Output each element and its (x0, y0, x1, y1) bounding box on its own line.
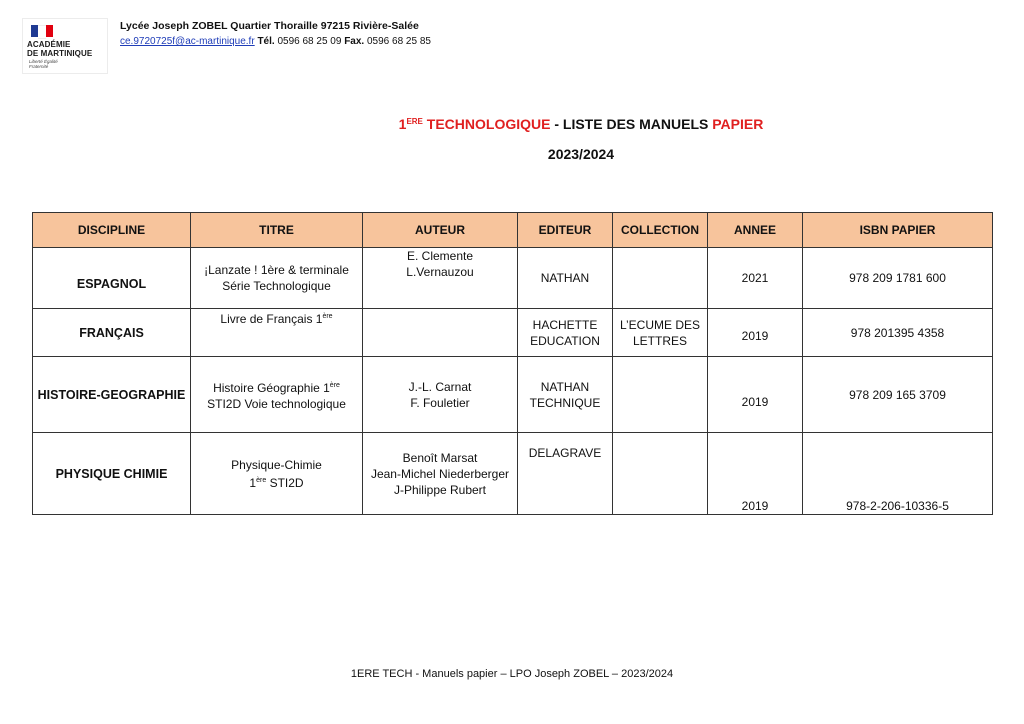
email-link[interactable]: ce.9720725f@ac-martinique.fr (120, 36, 255, 47)
tel-number: 0596 68 25 09 (277, 36, 342, 47)
cell-auteur: E. Clemente L.Vernauzou (363, 248, 518, 309)
page-footer: 1ERE TECH - Manuels papier – LPO Joseph ZOBEL – 2023/2024 (350, 668, 674, 680)
logo-line-2: DE MARTINIQUE (27, 49, 93, 58)
school-header (120, 18, 431, 50)
header-editeur: EDITEUR (518, 213, 613, 248)
cell-collection (613, 357, 708, 433)
cell-editeur: HACHETTE EDUCATION (518, 309, 613, 357)
cell-isbn: 978 209 165 3709 (803, 357, 993, 433)
cell-discipline: ESPAGNOL (33, 248, 191, 309)
title-level: 1ERE TECHNOLOGIQUE (398, 116, 551, 132)
cell-editeur: NATHAN (518, 248, 613, 309)
fax-label: Fax. (344, 36, 365, 47)
cell-annee: 2019 (708, 357, 803, 433)
cell-titre: Physique-Chimie 1ère STI2D (191, 433, 363, 515)
cell-titre: Histoire Géographie 1ère STI2D Voie technologique (191, 357, 363, 433)
page-title (0, 116, 1024, 132)
cell-discipline: HISTOIRE-GEOGRAPHIE (33, 357, 191, 433)
header-titre: TITRE (191, 213, 363, 248)
title-middle: - LISTE DES MANUELS (550, 116, 713, 132)
cell-isbn: 978 209 1781 600 (803, 248, 993, 309)
table-row (33, 248, 993, 309)
cell-collection: L’ECUME DES LETTRES (613, 309, 708, 357)
school-contact (120, 34, 431, 50)
cell-discipline: FRANÇAIS (33, 309, 191, 357)
header-annee: ANNEE (708, 213, 803, 248)
cell-annee: 2019 (708, 309, 803, 357)
header-auteur: AUTEUR (363, 213, 518, 248)
cell-isbn: 978 201395 4358 (803, 309, 993, 357)
cell-collection (613, 248, 708, 309)
title-papier: PAPIER (712, 116, 764, 132)
cell-discipline: PHYSIQUE CHIMIE (33, 433, 191, 515)
manuals-table (32, 212, 993, 515)
logo-motto: Liberté Égalité Fraternité (29, 59, 58, 69)
table-row (33, 309, 993, 357)
header-discipline: DISCIPLINE (33, 213, 191, 248)
cell-isbn: 978-2-206-10336-5 (803, 433, 993, 515)
fax-number: 0596 68 25 85 (367, 36, 431, 47)
logo-line-1: ACADÉMIE (27, 40, 71, 49)
cell-auteur: J.-L. Carnat F. Fouletier (363, 357, 518, 433)
cell-editeur: NATHAN TECHNIQUE (518, 357, 613, 433)
tel-label: Tél. (257, 36, 275, 47)
header-collection: COLLECTION (613, 213, 708, 248)
cell-annee: 2019 (708, 433, 803, 515)
table-row (33, 357, 993, 433)
cell-titre: Livre de Français 1ère (191, 309, 363, 357)
school-address: Lycée Joseph ZOBEL Quartier Thoraille 97215 Rivière-Salée (120, 20, 419, 32)
cell-editeur: DELAGRAVE (518, 433, 613, 515)
marianne-flag-icon (31, 25, 53, 37)
cell-titre: ¡Lanzate ! 1ère & terminale Série Technologique (191, 248, 363, 309)
header-isbn: ISBN PAPIER (803, 213, 993, 248)
cell-auteur (363, 309, 518, 357)
school-year: 2023/2024 (547, 146, 615, 162)
table-row (33, 433, 993, 515)
cell-annee: 2021 (708, 248, 803, 309)
academie-logo (22, 18, 108, 74)
cell-collection (613, 433, 708, 515)
cell-auteur: Benoît Marsat Jean-Michel Niederberger J-Philippe Rubert (363, 433, 518, 515)
table-header-row (33, 213, 993, 248)
